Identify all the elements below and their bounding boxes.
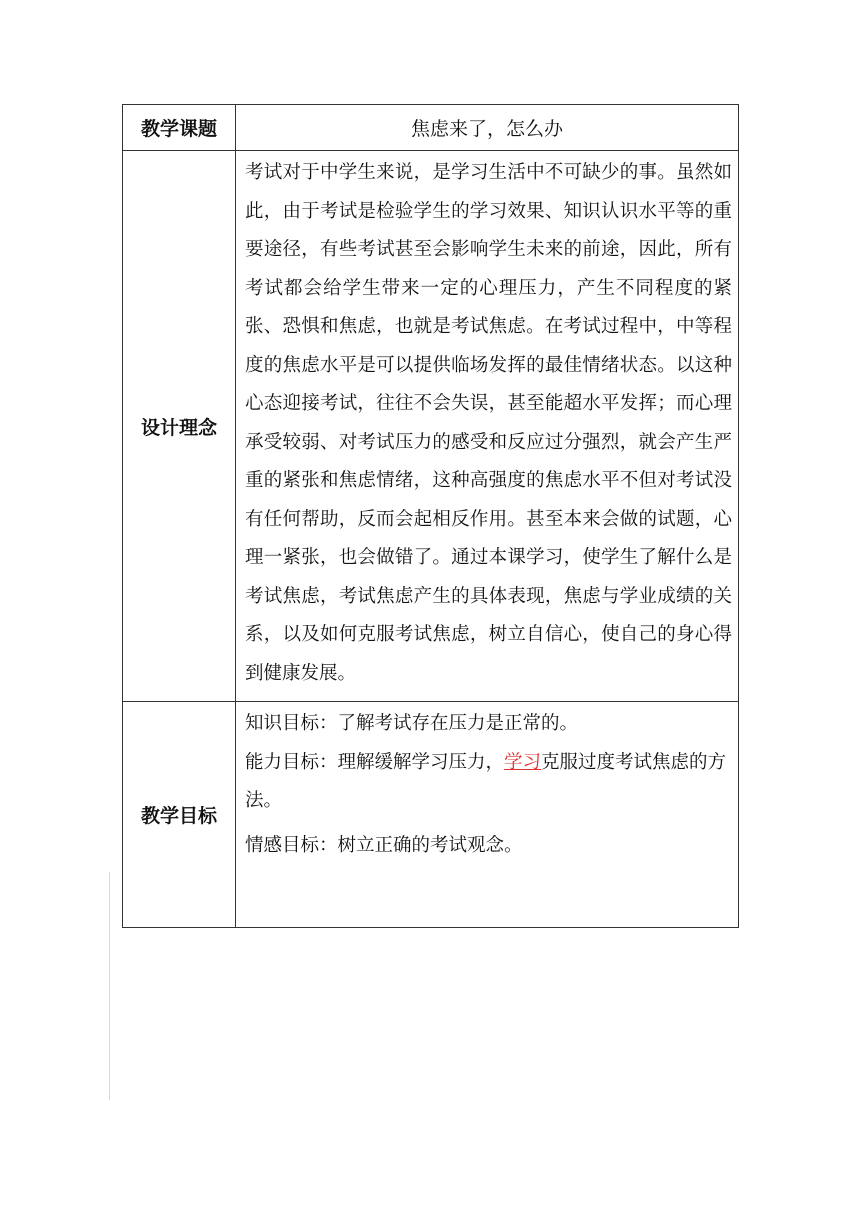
table-row-goals	[123, 702, 739, 928]
topic-value: 焦虑来了，怎么办	[236, 105, 739, 151]
topic-label: 教学课题	[123, 105, 236, 151]
concept-label: 设计理念	[123, 151, 236, 702]
goal-ability-suffix: 克服过度考试焦虑的方法。	[245, 751, 727, 811]
lesson-plan-table	[122, 104, 739, 928]
goals-cell	[236, 702, 739, 928]
goal-ability-highlight: 学习	[504, 751, 542, 773]
margin-line	[109, 872, 110, 1100]
goal-emotion: 情感目标：树立正确的考试观念。	[245, 834, 523, 856]
table-row-topic	[123, 105, 739, 151]
table-row-concept	[123, 151, 739, 702]
goal-ability	[245, 744, 732, 821]
goal-ability-prefix: 能力目标：理解缓解学习压力，	[245, 751, 505, 773]
goals-label: 教学目标	[123, 702, 236, 928]
concept-cell	[236, 151, 739, 702]
concept-text: 考试对于中学生来说，是学习生活中不可缺少的事。虽然如此，由于考试是检验学生的学习效果、知识认识水平等的重要途径，有些考试甚至会影响学生未来的前途，因此，所有考试都会给学生带来一定的心理压力，产生不同程度的紧张、恐惧和焦虑，也就是考试焦虑。在考试过程中，中等程度的焦虑水平是可以提供临场发挥的最佳情绪状态。以这种心态迎接考试，往往不会失误，甚至能超水平发挥；而心理承受较弱、对考试压力的感受和反应过分强烈，就会产生严重的紧张和焦虑情绪，这种高强度的焦虑水平不但对考试没有任何帮助，反而会起相反作用。甚至本来会做的试题，心理一紧张，也会做错了。通过本课学习，使学生了解什么是考试焦虑，考试焦虑产生的具体表现，焦虑与学业成绩的关系，以及如何克服考试焦虑，树立自信心，使自己的身心得到健康发展。	[245, 162, 732, 684]
goal-knowledge: 知识目标：了解考试存在压力是正常的。	[245, 713, 579, 734]
